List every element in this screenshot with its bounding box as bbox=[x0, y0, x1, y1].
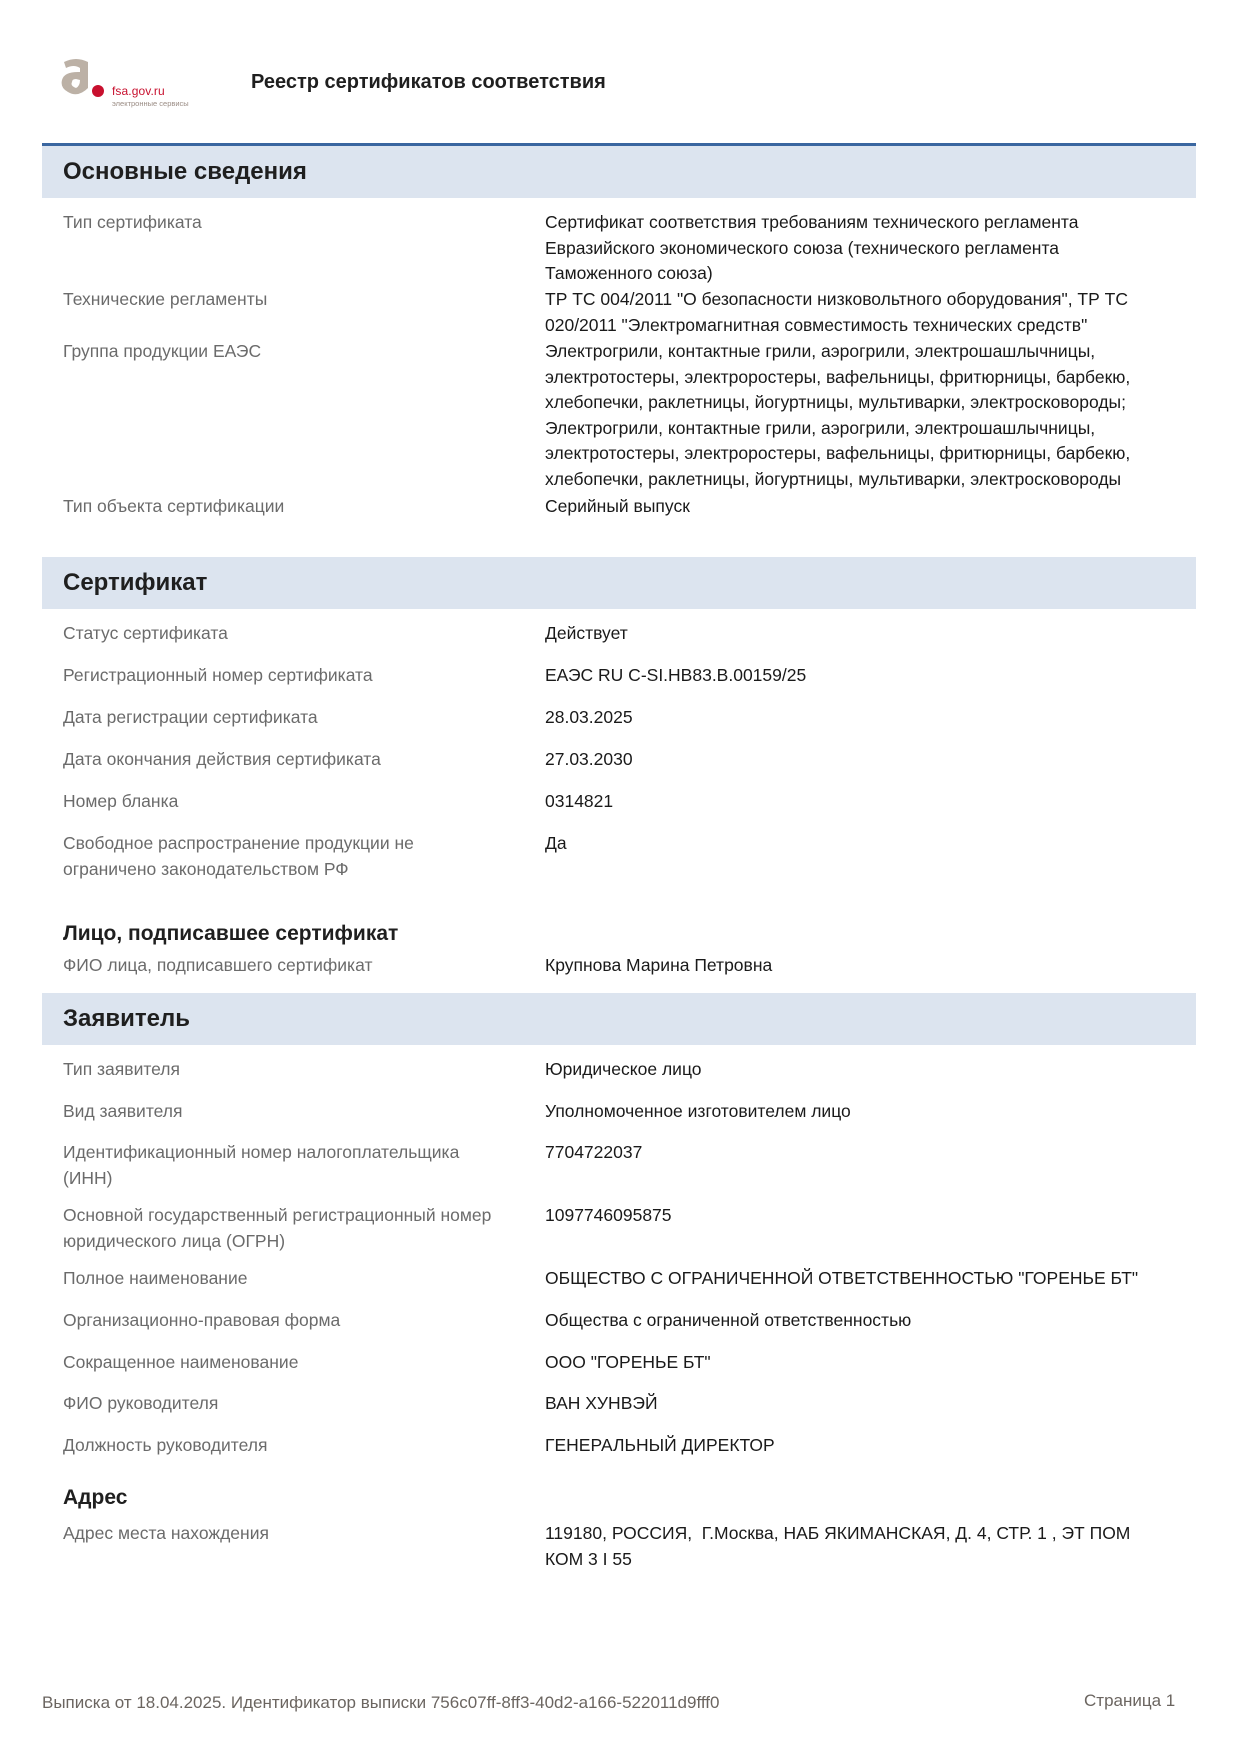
page-title: Реестр сертификатов соответствия bbox=[251, 71, 606, 93]
fsa-logo bbox=[58, 58, 208, 110]
field-label: ФИО лица, подписавшего сертификат bbox=[63, 955, 373, 975]
field-value: ЕАЭС RU C-SI.НВ83.В.00159/25 bbox=[545, 665, 807, 685]
value-line: Электрогрили, контактные грили, аэрогрили, электрошашлычницы, bbox=[545, 417, 1096, 438]
field-label: Тип заявителя bbox=[63, 1059, 180, 1079]
page-number: Страница 1 bbox=[1084, 1691, 1176, 1710]
section-title: Заявитель bbox=[63, 1005, 190, 1032]
field-value: 7704722037 bbox=[545, 1142, 643, 1162]
value-line: 119180, РОССИЯ, Г.Москва, НАБ ЯКИМАНСКАЯ, Д. 4, СТР. 1 , ЭТ ПОМ bbox=[545, 1523, 1131, 1543]
value-line: Таможенного союза) bbox=[545, 263, 713, 283]
section-certificate bbox=[42, 557, 1196, 609]
field-value: Да bbox=[545, 833, 567, 853]
field-label: Вид заявителя bbox=[63, 1101, 183, 1121]
field-value: 0314821 bbox=[545, 791, 614, 811]
field-value: Юридическое лицо bbox=[545, 1059, 702, 1079]
field-label: Должность руководителя bbox=[63, 1435, 268, 1455]
section-applicant bbox=[42, 993, 1196, 1045]
field-value bbox=[545, 1521, 1240, 1572]
value-line: Евразийского экономического союза (технического регламента bbox=[545, 237, 1060, 258]
field-value: Общества с ограниченной ответственностью bbox=[545, 1310, 912, 1330]
field-value: 28.03.2025 bbox=[545, 707, 633, 727]
field-label: Дата окончания действия сертификата bbox=[63, 749, 381, 769]
extract-info: Выписка от 18.04.2025. Идентификатор выписки 756c07ff-8ff3-40d2-a166-522011d9fff0 bbox=[42, 1693, 720, 1712]
value-line: электротостеры, электроростеры, вафельницы, фритюрницы, барбекю, bbox=[545, 366, 1131, 387]
field-label: ФИО руководителя bbox=[63, 1393, 219, 1413]
label-line: (ИНН) bbox=[63, 1167, 113, 1188]
field-value: 27.03.2030 bbox=[545, 749, 633, 769]
field-value: Крупнова Марина Петровна bbox=[545, 955, 773, 975]
value-line: ТР ТС 004/2011 "О безопасности низковольтного оборудования", ТР ТС bbox=[545, 289, 1128, 309]
field-label: Адрес места нахождения bbox=[63, 1523, 269, 1543]
value-line: Серийный выпуск bbox=[545, 496, 690, 516]
field-value: ООО "ГОРЕНЬЕ БТ" bbox=[545, 1352, 711, 1372]
field-label bbox=[63, 1140, 543, 1191]
field-label: Регистрационный номер сертификата bbox=[63, 665, 373, 685]
label-line: Свободное распространение продукции не bbox=[63, 833, 414, 853]
value-line: электротостеры, электроростеры, вафельницы, фритюрницы, барбекю, bbox=[545, 443, 1131, 463]
field-label: Тип объекта сертификации bbox=[63, 496, 285, 516]
value-line: Сертификат соответствия требованиям технического регламента bbox=[545, 212, 1079, 232]
field-label: Номер бланка bbox=[63, 791, 179, 811]
field-value: ВАН ХУНВЭЙ bbox=[545, 1393, 658, 1413]
fsa-logo-icon bbox=[58, 58, 114, 98]
field-value: ГЕНЕРАЛЬНЫЙ ДИРЕКТОР bbox=[545, 1435, 775, 1455]
field-label: Дата регистрации сертификата bbox=[63, 707, 318, 727]
field-value: Уполномоченное изготовителем лицо bbox=[545, 1101, 851, 1121]
field-value: 1097746095875 bbox=[545, 1205, 672, 1225]
value-line: хлебопечки, раклетницы, йогуртницы, мультиварки, электросковороды bbox=[545, 468, 1122, 489]
field-value bbox=[545, 494, 1240, 520]
field-label: Технические регламенты bbox=[63, 289, 268, 309]
section-title: Сертификат bbox=[63, 569, 208, 596]
field-label: Статус сертификата bbox=[63, 623, 228, 643]
field-value bbox=[545, 339, 1240, 492]
field-label: Полное наименование bbox=[63, 1268, 248, 1288]
field-label: Сокращенное наименование bbox=[63, 1352, 299, 1372]
subsection-title-address: Адрес bbox=[63, 1486, 128, 1509]
logo-subtitle: электронные сервисы bbox=[112, 99, 189, 108]
field-label: Организационно-правовая форма bbox=[63, 1310, 341, 1330]
label-line: Идентификационный номер налогоплательщика bbox=[63, 1142, 460, 1162]
field-value: ОБЩЕСТВО С ОГРАНИЧЕННОЙ ОТВЕТСТВЕННОСТЬЮ "ГОРЕНЬЕ БТ" bbox=[545, 1268, 1139, 1288]
value-line: 020/2011 "Электромагнитная совместимость технических средств" bbox=[545, 314, 1088, 335]
value-line: хлебопечки, раклетницы, йогуртницы, мультиварки, электросковороды; bbox=[545, 392, 1126, 412]
field-label: Тип сертификата bbox=[63, 212, 202, 232]
subsection-title-signer: Лицо, подписавшее сертификат bbox=[63, 922, 399, 945]
field-value bbox=[545, 287, 1240, 338]
label-line: ограничено законодательством РФ bbox=[63, 858, 349, 879]
value-line: Электрогрили, контактные грили, аэрогрили, электрошашлычницы, bbox=[545, 341, 1096, 361]
label-line: Основной государственный регистрационный номер bbox=[63, 1205, 492, 1225]
status-value: Действует bbox=[545, 623, 628, 643]
logo-site-name: fsa.gov.ru bbox=[112, 84, 165, 98]
field-label bbox=[63, 1203, 543, 1254]
document-header bbox=[0, 0, 1240, 140]
label-line: юридического лица (ОГРН) bbox=[63, 1230, 286, 1251]
section-basic-info bbox=[42, 146, 1196, 198]
section-title: Основные сведения bbox=[63, 158, 307, 185]
field-value bbox=[545, 210, 1240, 287]
field-label bbox=[63, 831, 543, 882]
field-label: Группа продукции ЕАЭС bbox=[63, 341, 262, 361]
value-line: КОМ 3 I 55 bbox=[545, 1548, 632, 1569]
